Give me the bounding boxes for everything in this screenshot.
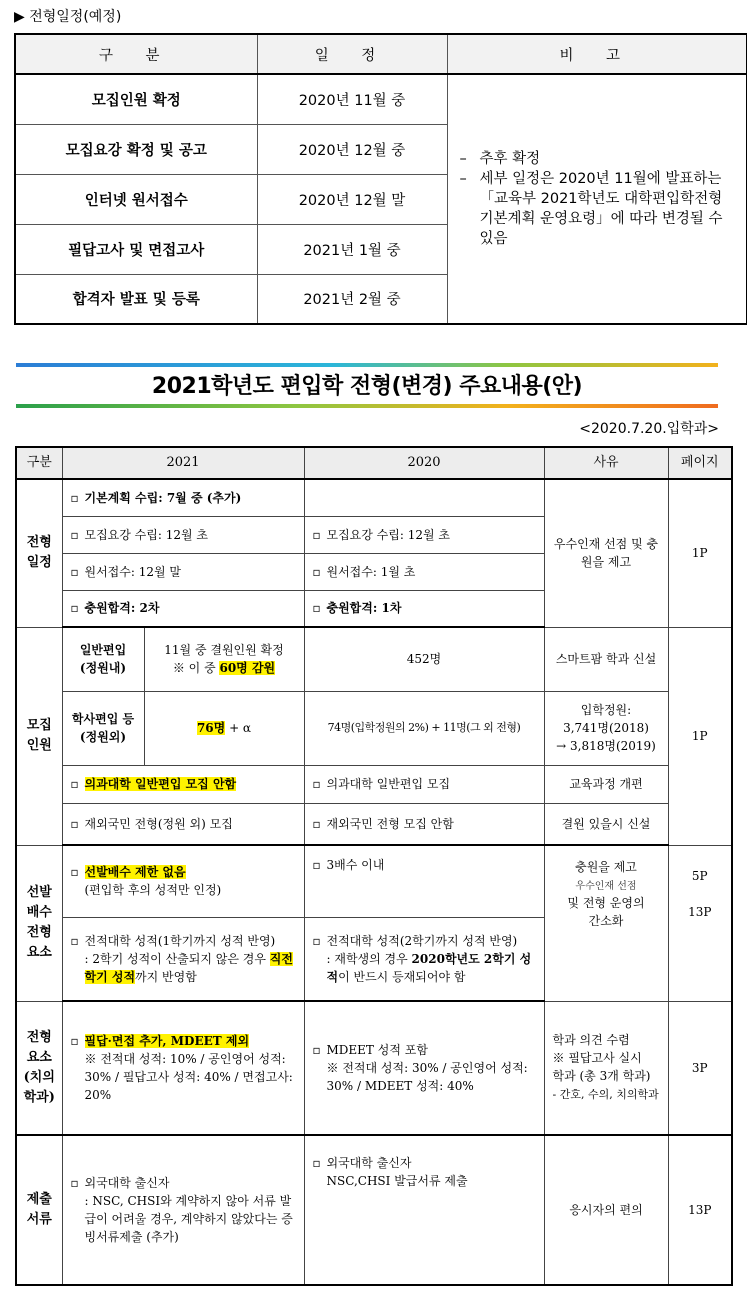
schedule-date: 2020년 11월 중 xyxy=(257,74,447,124)
cell-text: 충원합격: 2차 xyxy=(84,601,160,616)
cell-text: NSC,CHSI 발급서류 제출 xyxy=(326,1174,468,1188)
cell-text: : 재학생의 경우 xyxy=(326,951,412,966)
header-2020: 2020 xyxy=(304,447,544,479)
banner xyxy=(16,363,718,408)
cell-2021 xyxy=(62,479,304,516)
cell-text: : NSC, CHSI와 계약하지 않아 서류 발급이 어려울 경우, 계약하지 않았다는 증빙서류제출 (추가) xyxy=(84,1194,293,1244)
highlight-text: 필답·면접 추가, MDEET 제외 xyxy=(84,1034,250,1048)
bullet-icon: ▫ xyxy=(70,564,79,579)
cell-text: + α xyxy=(225,721,252,735)
cell-sub: 학사편입 등 (정원외) xyxy=(62,691,144,765)
schedule-table xyxy=(14,33,747,325)
cell-reason xyxy=(544,1001,668,1135)
bullet-icon: ▫ xyxy=(70,816,79,831)
cell-2020 xyxy=(304,516,544,553)
bullet-icon: ▫ xyxy=(312,933,321,948)
banner-bar-bottom xyxy=(16,404,718,408)
cell-page: 1P xyxy=(668,479,732,627)
section-label: 전형 일정 xyxy=(16,479,62,627)
header-reason: 사유 xyxy=(544,447,668,479)
highlight-text: 직전학기 성적 xyxy=(84,951,293,984)
table-row xyxy=(15,74,747,124)
cell-text: 및 전형 운영의 xyxy=(567,896,645,910)
cell-2021 xyxy=(62,590,304,627)
cell-2020: 74명(입학정원의 2%) + 11명(그 외 전형) xyxy=(304,691,544,765)
cell-2020 xyxy=(304,845,544,917)
schedule-note xyxy=(447,74,747,324)
schedule-date: 2020년 12월 말 xyxy=(257,174,447,224)
cell-text-wrap xyxy=(313,950,536,986)
section-label: 선발 배수 전형 요소 xyxy=(16,845,62,1001)
schedule-date: 2021년 1월 중 xyxy=(257,224,447,274)
header-cat: 구분 xyxy=(16,447,62,479)
highlight-text: 76명 xyxy=(196,721,226,735)
schedule-item: 합격자 발표 및 등록 xyxy=(15,274,257,324)
note-text-1: 추후 확정 xyxy=(479,151,541,167)
bullet-icon: ▫ xyxy=(70,527,79,542)
bullet-icon: ▫ xyxy=(70,777,79,791)
cell-2020 xyxy=(304,1135,544,1285)
cell-2020 xyxy=(304,1001,544,1135)
banner-bar-top xyxy=(16,363,718,367)
cell-text: 3배수 이내 xyxy=(326,858,385,872)
table-row xyxy=(16,845,732,917)
section-label: 모집 인원 xyxy=(16,627,62,845)
cell-2021 xyxy=(62,765,304,803)
cell-text: 입학정원: xyxy=(580,703,632,717)
schedule-item: 인터넷 원서접수 xyxy=(15,174,257,224)
schedule-title: ▶ 전형일정(예정) xyxy=(14,9,122,25)
schedule-header-date: 일 정 xyxy=(257,34,447,74)
cell-reason: 스마트팜 학과 신설 xyxy=(544,627,668,691)
cell-text: ※ 필답고사 실시 xyxy=(552,1051,642,1066)
bullet-icon: ▫ xyxy=(312,858,321,872)
schedule-date: 2020년 12월 중 xyxy=(257,124,447,174)
highlight-text: 60명 감원 xyxy=(219,661,276,676)
bullet-icon: ▫ xyxy=(70,1176,79,1190)
bullet-icon: ▫ xyxy=(70,601,79,616)
table-row xyxy=(16,1001,732,1135)
cell-reason: 응시자의 편의 xyxy=(544,1135,668,1285)
cell-2020 xyxy=(304,803,544,845)
cell-2021 xyxy=(144,691,304,765)
cell-text: ※ 전적대 성적: 10% / 공인영어 성적: 30% / 필답고사 성적: 40% / 면접고사: 20% xyxy=(84,1052,293,1102)
highlight-text: 의과대학 일반편입 모집 안함 xyxy=(84,777,237,791)
bullet-icon: ▫ xyxy=(312,816,321,831)
cell-page: 3P xyxy=(668,1001,732,1135)
table-row xyxy=(16,803,732,845)
cell-reason: 교육과정 개편 xyxy=(544,765,668,803)
cell-text: 13P xyxy=(688,904,712,919)
bullet-icon: ▫ xyxy=(312,1156,321,1170)
table-row xyxy=(16,1135,732,1285)
cell-2020 xyxy=(304,590,544,627)
cell-reason xyxy=(544,845,668,1001)
schedule-item: 모집인원 확정 xyxy=(15,74,257,124)
cell-text: MDEET 성적 포함 xyxy=(326,1043,428,1057)
cell-text: 간소화 xyxy=(588,914,624,928)
banner-date: <2020.7.20.입학과> xyxy=(579,421,719,437)
cell-sub: 일반편입 (정원내) xyxy=(62,627,144,691)
note-line-2 xyxy=(460,169,737,249)
cell-text: 모집요강 수립: 12월 초 xyxy=(326,527,450,542)
table-row xyxy=(16,691,732,765)
highlight-text: 선발배수 제한 없음 xyxy=(84,865,186,880)
cell-2021 xyxy=(62,553,304,590)
cell-text: ※ 전적대 성적: 30% / 공인영어 성적: 30% / MDEET 성적: 40% xyxy=(326,1061,528,1093)
cell-text: 충원합격: 1차 xyxy=(326,601,402,616)
table-row xyxy=(16,765,732,803)
cell-text: 우수인재 선점 xyxy=(575,881,637,892)
bold-text: 2020학년도 2학기 성적 xyxy=(326,951,532,984)
cell-text: 까지 반영함 xyxy=(135,969,197,984)
dash-mark: – xyxy=(459,151,467,167)
cell-text: ※ 이 중 xyxy=(172,661,220,676)
table-row xyxy=(16,479,732,516)
cell-text: 재외국민 전형(정원 외) 모집 xyxy=(84,816,233,831)
bullet-icon: ▫ xyxy=(312,527,321,542)
schedule-item: 모집요강 확정 및 공고 xyxy=(15,124,257,174)
schedule-header-row xyxy=(15,34,747,74)
schedule-header-note: 비 고 xyxy=(447,34,747,74)
cell-2021 xyxy=(62,917,304,1001)
cell-text: 원서접수: 1월 초 xyxy=(326,564,416,579)
cell-2021 xyxy=(62,845,304,917)
cell-text: 모집요강 수립: 12월 초 xyxy=(84,527,208,542)
cell-text: 11월 중 결원인원 확정 xyxy=(164,643,284,658)
cell-text: 의과대학 일반편입 모집 xyxy=(326,777,451,791)
table-row xyxy=(16,627,732,691)
cell-2020 xyxy=(304,765,544,803)
header-page: 페이지 xyxy=(668,447,732,479)
bullet-icon: ▫ xyxy=(70,490,79,505)
cell-text: 외국대학 출신자 xyxy=(326,1156,412,1170)
bullet-icon: ▫ xyxy=(312,601,321,616)
bullet-icon: ▫ xyxy=(312,1043,321,1057)
cell-page: 13P xyxy=(668,1135,732,1285)
cell-reason: 결원 있을시 신설 xyxy=(544,803,668,845)
bullet-icon: ▫ xyxy=(70,1034,79,1048)
cell-reason xyxy=(544,691,668,765)
cell-text: 3,741명(2018) xyxy=(563,721,649,735)
cell-page xyxy=(668,845,732,1001)
cell-reason: 우수인재 선점 및 충원을 제고 xyxy=(544,479,668,627)
cell-text: - 간호, 수의, 치의학과 xyxy=(552,1088,659,1102)
cell-text: (편입학 후의 성적만 인정) xyxy=(84,883,222,898)
cell-text: 전적대학 성적(2학기까지 성적 반영) xyxy=(326,933,518,948)
section-label: 전형 요소 (치의 학과) xyxy=(16,1001,62,1135)
note-line-1 xyxy=(460,149,737,169)
cell-page: 1P xyxy=(668,627,732,845)
cell-text: 기본계획 수립: 7월 중 (추가) xyxy=(84,490,242,505)
cell-2021 xyxy=(62,1135,304,1285)
cell-text: 원서접수: 12월 말 xyxy=(84,564,181,579)
cell-2021 xyxy=(62,516,304,553)
cell-text: 외국대학 출신자 xyxy=(84,1176,170,1190)
cell-text: 학과 의견 수렴 xyxy=(552,1033,630,1048)
cell-text: 학과 (총 3개 학과) xyxy=(552,1069,651,1084)
cell-text: 이 반드시 등재되어야 함 xyxy=(338,969,466,984)
cell-text: 전적대학 성적(1학기까지 성적 반영) xyxy=(84,933,276,948)
cell-text-wrap xyxy=(71,950,296,986)
bullet-icon: ▫ xyxy=(312,564,321,579)
schedule-header-cat: 구 분 xyxy=(15,34,257,74)
cell-2020 xyxy=(304,553,544,590)
changes-table xyxy=(15,446,733,1286)
bullet-icon: ▫ xyxy=(70,933,79,948)
cell-2021 xyxy=(62,803,304,845)
note-text-2: 세부 일정은 2020년 11월에 발표하는「교육부 2021학년도 대학편입학전형 기본계획 운영요령」에 따라 변경될 수 있음 xyxy=(479,171,723,247)
header-2021: 2021 xyxy=(62,447,304,479)
schedule-date: 2021년 2월 중 xyxy=(257,274,447,324)
bullet-icon: ▫ xyxy=(312,777,321,791)
dash-mark: – xyxy=(459,171,467,187)
cell-2021 xyxy=(62,1001,304,1135)
cell-2021 xyxy=(144,627,304,691)
banner-title: 2021학년도 편입학 전형(변경) 주요내용(안) xyxy=(151,374,583,399)
cell-2020 xyxy=(304,917,544,1001)
cell-text: 충원을 제고 xyxy=(575,860,637,874)
changes-header-row xyxy=(16,447,732,479)
bullet-icon: ▫ xyxy=(70,865,79,880)
cell-2020: 452명 xyxy=(304,627,544,691)
section-label: 제출 서류 xyxy=(16,1135,62,1285)
cell-text: → 3,818명(2019) xyxy=(556,739,656,753)
schedule-item: 필답고사 및 면접고사 xyxy=(15,224,257,274)
cell-2020-empty xyxy=(304,479,544,516)
cell-text: 5P xyxy=(691,868,708,883)
cell-text: 재외국민 전형 모집 안함 xyxy=(326,816,454,831)
cell-text: : 2학기 성적이 산출되지 않은 경우 xyxy=(84,951,270,966)
